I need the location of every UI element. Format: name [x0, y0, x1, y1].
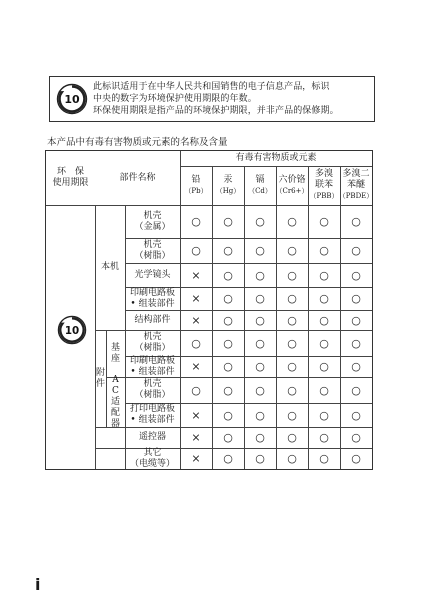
substance-mark-cell: ○: [223, 336, 233, 350]
notice-line: 中央的数字为环境保护使用期限的年数。: [93, 94, 257, 104]
header-substance-0: [180, 166, 212, 205]
substance-mark-cell: ○: [223, 408, 233, 422]
substance-mark-cell: ○: [351, 336, 361, 350]
notice-box: [49, 76, 375, 122]
substance-mark-cell: ○: [319, 336, 329, 350]
hazardous-substance-table: [45, 150, 373, 470]
substance-mark-cell: ○: [255, 215, 265, 228]
substance-mark-cell: ○: [319, 452, 329, 465]
substance-mark-cell: ○: [191, 336, 201, 350]
substance-mark-cell: ○: [255, 268, 265, 282]
part-name-cell: 结构部件: [134, 314, 171, 325]
part-name-cell: 打印电路板 • 组装部件: [129, 404, 175, 425]
substance-mark-cell: ○: [351, 292, 361, 305]
substance-mark-cell: ○: [351, 360, 361, 373]
substance-mark-cell: ○: [287, 383, 297, 397]
substance-symbol: （PBB）: [309, 192, 339, 200]
part-name-cell: 印刷电路板 • 组装部件: [129, 287, 175, 309]
table-title: 本产品中有毒有害物质或元素的名称及含量: [47, 137, 228, 148]
notice-logo-number: 10: [64, 93, 80, 106]
substance-mark-cell: ○: [287, 268, 297, 282]
substance-mark-cell: ×: [191, 268, 201, 282]
part-name-cell: 机壳 （金属）: [134, 210, 171, 232]
group-accessories: 附 件: [95, 367, 105, 389]
header-substance-2: [244, 166, 276, 205]
header-substance-3: [276, 166, 308, 205]
substance-mark-cell: ○: [319, 431, 329, 444]
substance-mark-cell: ○: [287, 292, 297, 305]
substance-mark-cell: ○: [255, 336, 265, 350]
substance-mark-cell: ×: [191, 452, 201, 465]
substance-mark-cell: ○: [191, 244, 201, 257]
substance-mark-cell: ○: [319, 383, 329, 397]
table-logo-number: 10: [64, 324, 80, 337]
substance-mark-cell: ○: [351, 244, 361, 257]
substance-mark-cell: ○: [255, 383, 265, 397]
header-part-name: 部件名称: [119, 172, 156, 183]
part-name-cell: 光学镜头: [134, 269, 171, 280]
substance-mark-cell: ×: [191, 408, 201, 422]
substance-mark-cell: ○: [287, 313, 297, 327]
substance-mark-cell: ○: [287, 452, 297, 465]
substance-name: 六价铬: [278, 174, 306, 185]
substance-mark-cell: ○: [255, 244, 265, 257]
substance-mark-cell: ○: [287, 431, 297, 444]
substance-mark-cell: ○: [223, 215, 233, 228]
substance-name: 镉: [255, 174, 265, 185]
part-name-cell: 遥控器: [138, 432, 166, 442]
substance-mark-cell: ○: [223, 360, 233, 373]
part-name-cell: 印刷电路板 • 组装部件: [129, 355, 175, 377]
header-substance-4: [308, 166, 340, 205]
substance-mark-cell: ×: [191, 292, 201, 305]
substance-name: 铅: [191, 174, 201, 185]
subgroup-base: 基 座: [110, 342, 120, 364]
substance-mark-cell: ○: [319, 313, 329, 327]
part-name-cell: 机壳 （树脂）: [134, 239, 171, 261]
substance-mark-cell: ○: [255, 408, 265, 422]
substance-mark-cell: ○: [223, 452, 233, 465]
substance-mark-cell: ○: [351, 431, 361, 444]
header-period: 环 保 使用期限: [52, 167, 89, 188]
notice-line: 环保使用期限是指产品的环境保护期限，并非产品的保修期。: [93, 106, 339, 116]
substance-mark-cell: ○: [223, 244, 233, 257]
substance-mark-cell: ×: [191, 431, 201, 444]
substance-mark-cell: ○: [287, 244, 297, 257]
part-name-cell: 机壳 （树脂）: [134, 332, 171, 353]
subgroup-ac-adapter: A C 适 配 器: [110, 374, 120, 429]
substance-mark-cell: ×: [191, 360, 201, 373]
substance-mark-cell: ○: [351, 452, 361, 465]
substance-symbol: （PBDE）: [338, 192, 374, 200]
header-substances-group: 有毒有害物质或元素: [235, 153, 317, 163]
substance-mark-cell: ○: [255, 313, 265, 327]
substance-symbol: （Cr6+）: [275, 186, 309, 195]
substance-mark-cell: ○: [255, 452, 265, 465]
substance-mark-cell: ○: [223, 292, 233, 305]
substance-symbol: （Cd）: [248, 186, 272, 195]
substance-mark-cell: ○: [223, 313, 233, 327]
substance-mark-cell: ○: [255, 431, 265, 444]
part-name-cell: 其它 （电缆等）: [129, 447, 175, 469]
substance-mark-cell: ○: [351, 215, 361, 228]
environment-period-logo-icon: [57, 315, 87, 345]
substance-mark-cell: ○: [287, 215, 297, 228]
part-name-cell: 机壳 （树脂）: [134, 379, 171, 400]
substance-mark-cell: ○: [191, 383, 201, 397]
substance-mark-cell: ○: [351, 313, 361, 327]
substance-mark-cell: ○: [319, 244, 329, 257]
substance-mark-cell: ○: [351, 383, 361, 397]
substance-mark-cell: ○: [287, 360, 297, 373]
substance-mark-cell: ○: [319, 292, 329, 305]
substance-mark-cell: ×: [191, 313, 201, 327]
notice-line: 此标识适用于在中华人民共和国销售的电子信息产品，标识: [93, 82, 330, 92]
substance-name: 多溴二 苯醚: [342, 169, 370, 190]
substance-mark-cell: ○: [255, 360, 265, 373]
group-main-unit: 本机: [100, 262, 119, 272]
substance-name: 汞: [223, 174, 233, 185]
environment-period-logo-icon: [56, 83, 88, 115]
substance-mark-cell: ○: [287, 336, 297, 350]
substance-mark-cell: ○: [319, 215, 329, 228]
substance-mark-cell: ○: [319, 408, 329, 422]
substance-mark-cell: ○: [191, 215, 201, 228]
substance-name: 多溴 联苯: [314, 169, 333, 190]
header-substance-5: [340, 166, 372, 205]
notice-text: [93, 81, 374, 117]
substance-mark-cell: ○: [223, 431, 233, 444]
substance-symbol: （Hg）: [215, 186, 241, 195]
substance-mark-cell: ○: [351, 408, 361, 422]
substance-mark-cell: ○: [319, 360, 329, 373]
substance-mark-cell: ○: [255, 292, 265, 305]
header-substance-1: [212, 166, 244, 205]
substance-mark-cell: ○: [223, 383, 233, 397]
substance-mark-cell: ○: [351, 268, 361, 282]
page-marker: i: [35, 575, 41, 594]
substance-mark-cell: ○: [223, 268, 233, 282]
substance-symbol: （Pb）: [184, 186, 208, 195]
substance-mark-cell: ○: [319, 268, 329, 282]
substance-mark-cell: ○: [287, 408, 297, 422]
